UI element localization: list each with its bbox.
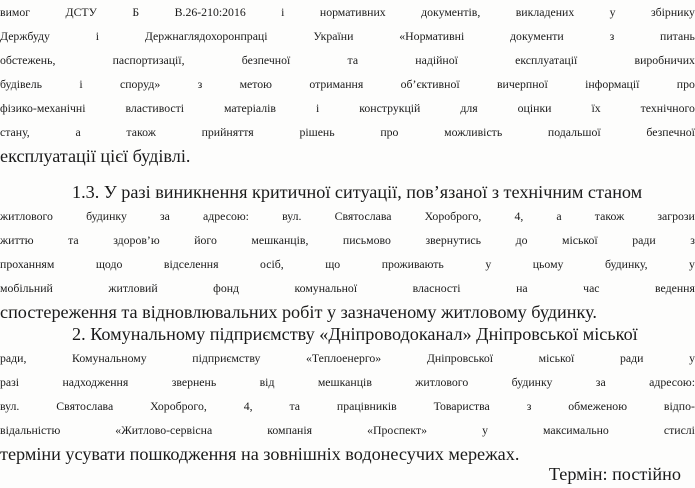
word: вичерпної: [496, 77, 548, 91]
word: нормативних: [319, 5, 386, 19]
word: безпечної: [646, 125, 695, 139]
word: до: [515, 233, 528, 247]
word: життю: [0, 233, 34, 247]
word: житлового: [0, 209, 53, 223]
word: викладених: [515, 5, 575, 19]
word: комунальної: [294, 281, 358, 295]
word: 4,: [243, 399, 253, 413]
word: власності: [412, 281, 461, 295]
word: будинку: [511, 375, 553, 389]
word: з: [526, 399, 532, 413]
paragraph-1-line-3: [0, 49, 695, 71]
word: стислі: [663, 423, 695, 437]
word: Товариства: [433, 399, 490, 413]
word: будинку: [86, 209, 127, 223]
word: житлового: [415, 375, 469, 389]
paragraph-2-line-2: [0, 205, 695, 227]
word: паспортизації,: [112, 53, 185, 67]
text: 1.3. У разі виникнення критичної ситуації, пов’язаної з технічним станом: [72, 182, 643, 202]
word: експлуатації: [515, 53, 578, 67]
paragraph-3-line-6: [0, 443, 519, 465]
word: і: [315, 101, 320, 115]
word: а: [75, 125, 81, 139]
word: їх: [591, 101, 601, 115]
word: «Житлово-сервісна: [115, 423, 213, 437]
word: здоров’ю: [113, 233, 160, 247]
word: оцінки: [517, 101, 552, 115]
word: надходження: [62, 375, 129, 389]
word: ради: [619, 351, 644, 365]
word: у: [485, 257, 492, 271]
paragraph-2-line-1: [72, 181, 642, 203]
word: метою: [239, 77, 272, 91]
word: Держбуду: [0, 29, 50, 43]
word: безпечної: [241, 53, 291, 67]
word: також: [594, 209, 625, 223]
word: цьому: [532, 257, 564, 271]
word: стану,: [0, 125, 30, 139]
word: об’єктивної: [400, 77, 460, 91]
paragraph-3-line-4: [0, 395, 695, 417]
word: надійної: [415, 53, 458, 67]
word: адресою:: [649, 375, 695, 389]
word: прийняття: [201, 125, 254, 139]
paragraph-1-line-1: [0, 1, 695, 23]
text: 2. Комунальному підприємству «Дніпроводоканал» Дніпровської міської: [72, 324, 638, 344]
word: та: [68, 233, 79, 247]
word: інформації: [585, 77, 640, 91]
word: рішень: [299, 125, 335, 139]
word: мобільний: [0, 281, 53, 295]
word: Святослава: [56, 399, 114, 413]
word: Хороброго,: [150, 399, 207, 413]
word: і: [79, 77, 83, 91]
word: від: [259, 375, 275, 389]
word: Комунальному: [72, 351, 147, 365]
word: за: [595, 375, 606, 389]
word: і: [281, 5, 285, 19]
paragraph-2-line-3: [0, 229, 695, 251]
word: а: [556, 209, 562, 223]
word: документів,: [421, 5, 481, 19]
word: ради: [632, 233, 656, 247]
word: з: [197, 77, 203, 91]
paragraph-3-line-5: [0, 419, 695, 441]
word: отримання: [309, 77, 364, 91]
word: 4,: [514, 209, 524, 223]
word: для: [460, 101, 478, 115]
term-text: Термін: постійно: [548, 464, 681, 484]
text: терміни усувати пошкодження на зовнішніх водонесучих мережах.: [0, 444, 520, 464]
word: Б: [132, 5, 140, 19]
word: «Проспект»: [367, 423, 428, 437]
word: житловий: [108, 281, 158, 295]
word: обстежень,: [0, 53, 56, 67]
word: на: [516, 281, 528, 295]
word: його: [194, 233, 217, 247]
word: з: [690, 233, 695, 247]
word: будівель: [0, 77, 42, 91]
word: підприємству: [192, 351, 261, 365]
word: звернень: [171, 375, 217, 389]
word: фонд: [213, 281, 240, 295]
word: час: [583, 281, 600, 295]
word: будинку,: [604, 257, 648, 271]
word: про: [380, 125, 399, 139]
text: спостереження та відновлювальних робіт у зазначеному житловому будинку.: [0, 302, 597, 322]
word: у: [689, 257, 695, 271]
word: у: [689, 351, 695, 365]
word: за: [160, 209, 170, 223]
word: у: [609, 5, 616, 19]
paragraph-2-line-4: [0, 253, 695, 275]
word: В.26-210:2016: [174, 5, 246, 19]
word: письмово: [342, 233, 391, 247]
word: проживають: [381, 257, 444, 271]
word: відальністю: [0, 423, 61, 437]
word: та: [289, 399, 301, 413]
word: звернутись: [425, 233, 482, 247]
word: подальшої: [547, 125, 601, 139]
word: фізико-механічні: [0, 101, 86, 115]
term-line: [549, 463, 681, 485]
word: ради,: [0, 351, 27, 365]
word: обмеженою: [568, 399, 628, 413]
word: можливість: [444, 125, 503, 139]
word: відпо-: [663, 399, 695, 413]
word: Дніпровської: [426, 351, 494, 365]
paragraph-3-line-3: [0, 371, 695, 393]
word: «Теплоенерго»: [306, 351, 382, 365]
word: щодо: [95, 257, 123, 271]
word: також: [126, 125, 156, 139]
word: документи: [510, 29, 564, 43]
word: проханням: [0, 257, 55, 271]
word: України: [313, 29, 354, 43]
word: відселення: [163, 257, 219, 271]
paragraph-1-line-2: [0, 25, 695, 47]
paragraph-2-line-6: [0, 301, 597, 323]
paragraph-1-line-4: [0, 73, 695, 95]
word: з: [609, 29, 615, 43]
word: Держнаглядохоронпраці: [144, 29, 268, 43]
word: про: [676, 77, 695, 91]
word: матеріалів: [224, 101, 276, 115]
word: «Нормативні: [399, 29, 465, 43]
word: Хороброго,: [424, 209, 482, 223]
word: мешканців: [317, 375, 372, 389]
word: вул.: [282, 209, 302, 223]
word: максимально: [543, 423, 609, 437]
word: міської: [562, 233, 598, 247]
paragraph-1-line-6: [0, 121, 695, 143]
word: споруд»: [119, 77, 161, 91]
word: у: [482, 423, 488, 437]
word: компанія: [267, 423, 313, 437]
word: та: [347, 53, 359, 67]
word: властивості: [125, 101, 185, 115]
word: Святослава: [334, 209, 392, 223]
text: експлуатації цієї будівлі.: [0, 146, 191, 166]
word: вул.: [0, 399, 20, 413]
word: вимог: [0, 5, 31, 19]
word: міської: [538, 351, 575, 365]
paragraph-1-line-7: [0, 145, 190, 167]
word: ДСТУ: [65, 5, 97, 19]
paragraph-3-line-2: [0, 347, 695, 369]
word: питань: [660, 29, 695, 43]
word: що: [325, 257, 341, 271]
word: загрози: [657, 209, 695, 223]
word: технічного: [640, 101, 695, 115]
word: мешканців,: [251, 233, 309, 247]
word: разі: [0, 375, 20, 389]
paragraph-3-line-1: [72, 323, 638, 345]
word: збірнику: [650, 5, 695, 19]
word: і: [95, 29, 100, 43]
paragraph-1-line-5: [0, 97, 695, 119]
word: працівників: [336, 399, 397, 413]
word: виробничих: [634, 53, 695, 67]
word: ведення: [655, 281, 695, 295]
paragraph-2-line-5: [0, 277, 695, 299]
word: осіб,: [260, 257, 284, 271]
word: конструкцій: [359, 101, 421, 115]
word: адресою:: [203, 209, 249, 223]
